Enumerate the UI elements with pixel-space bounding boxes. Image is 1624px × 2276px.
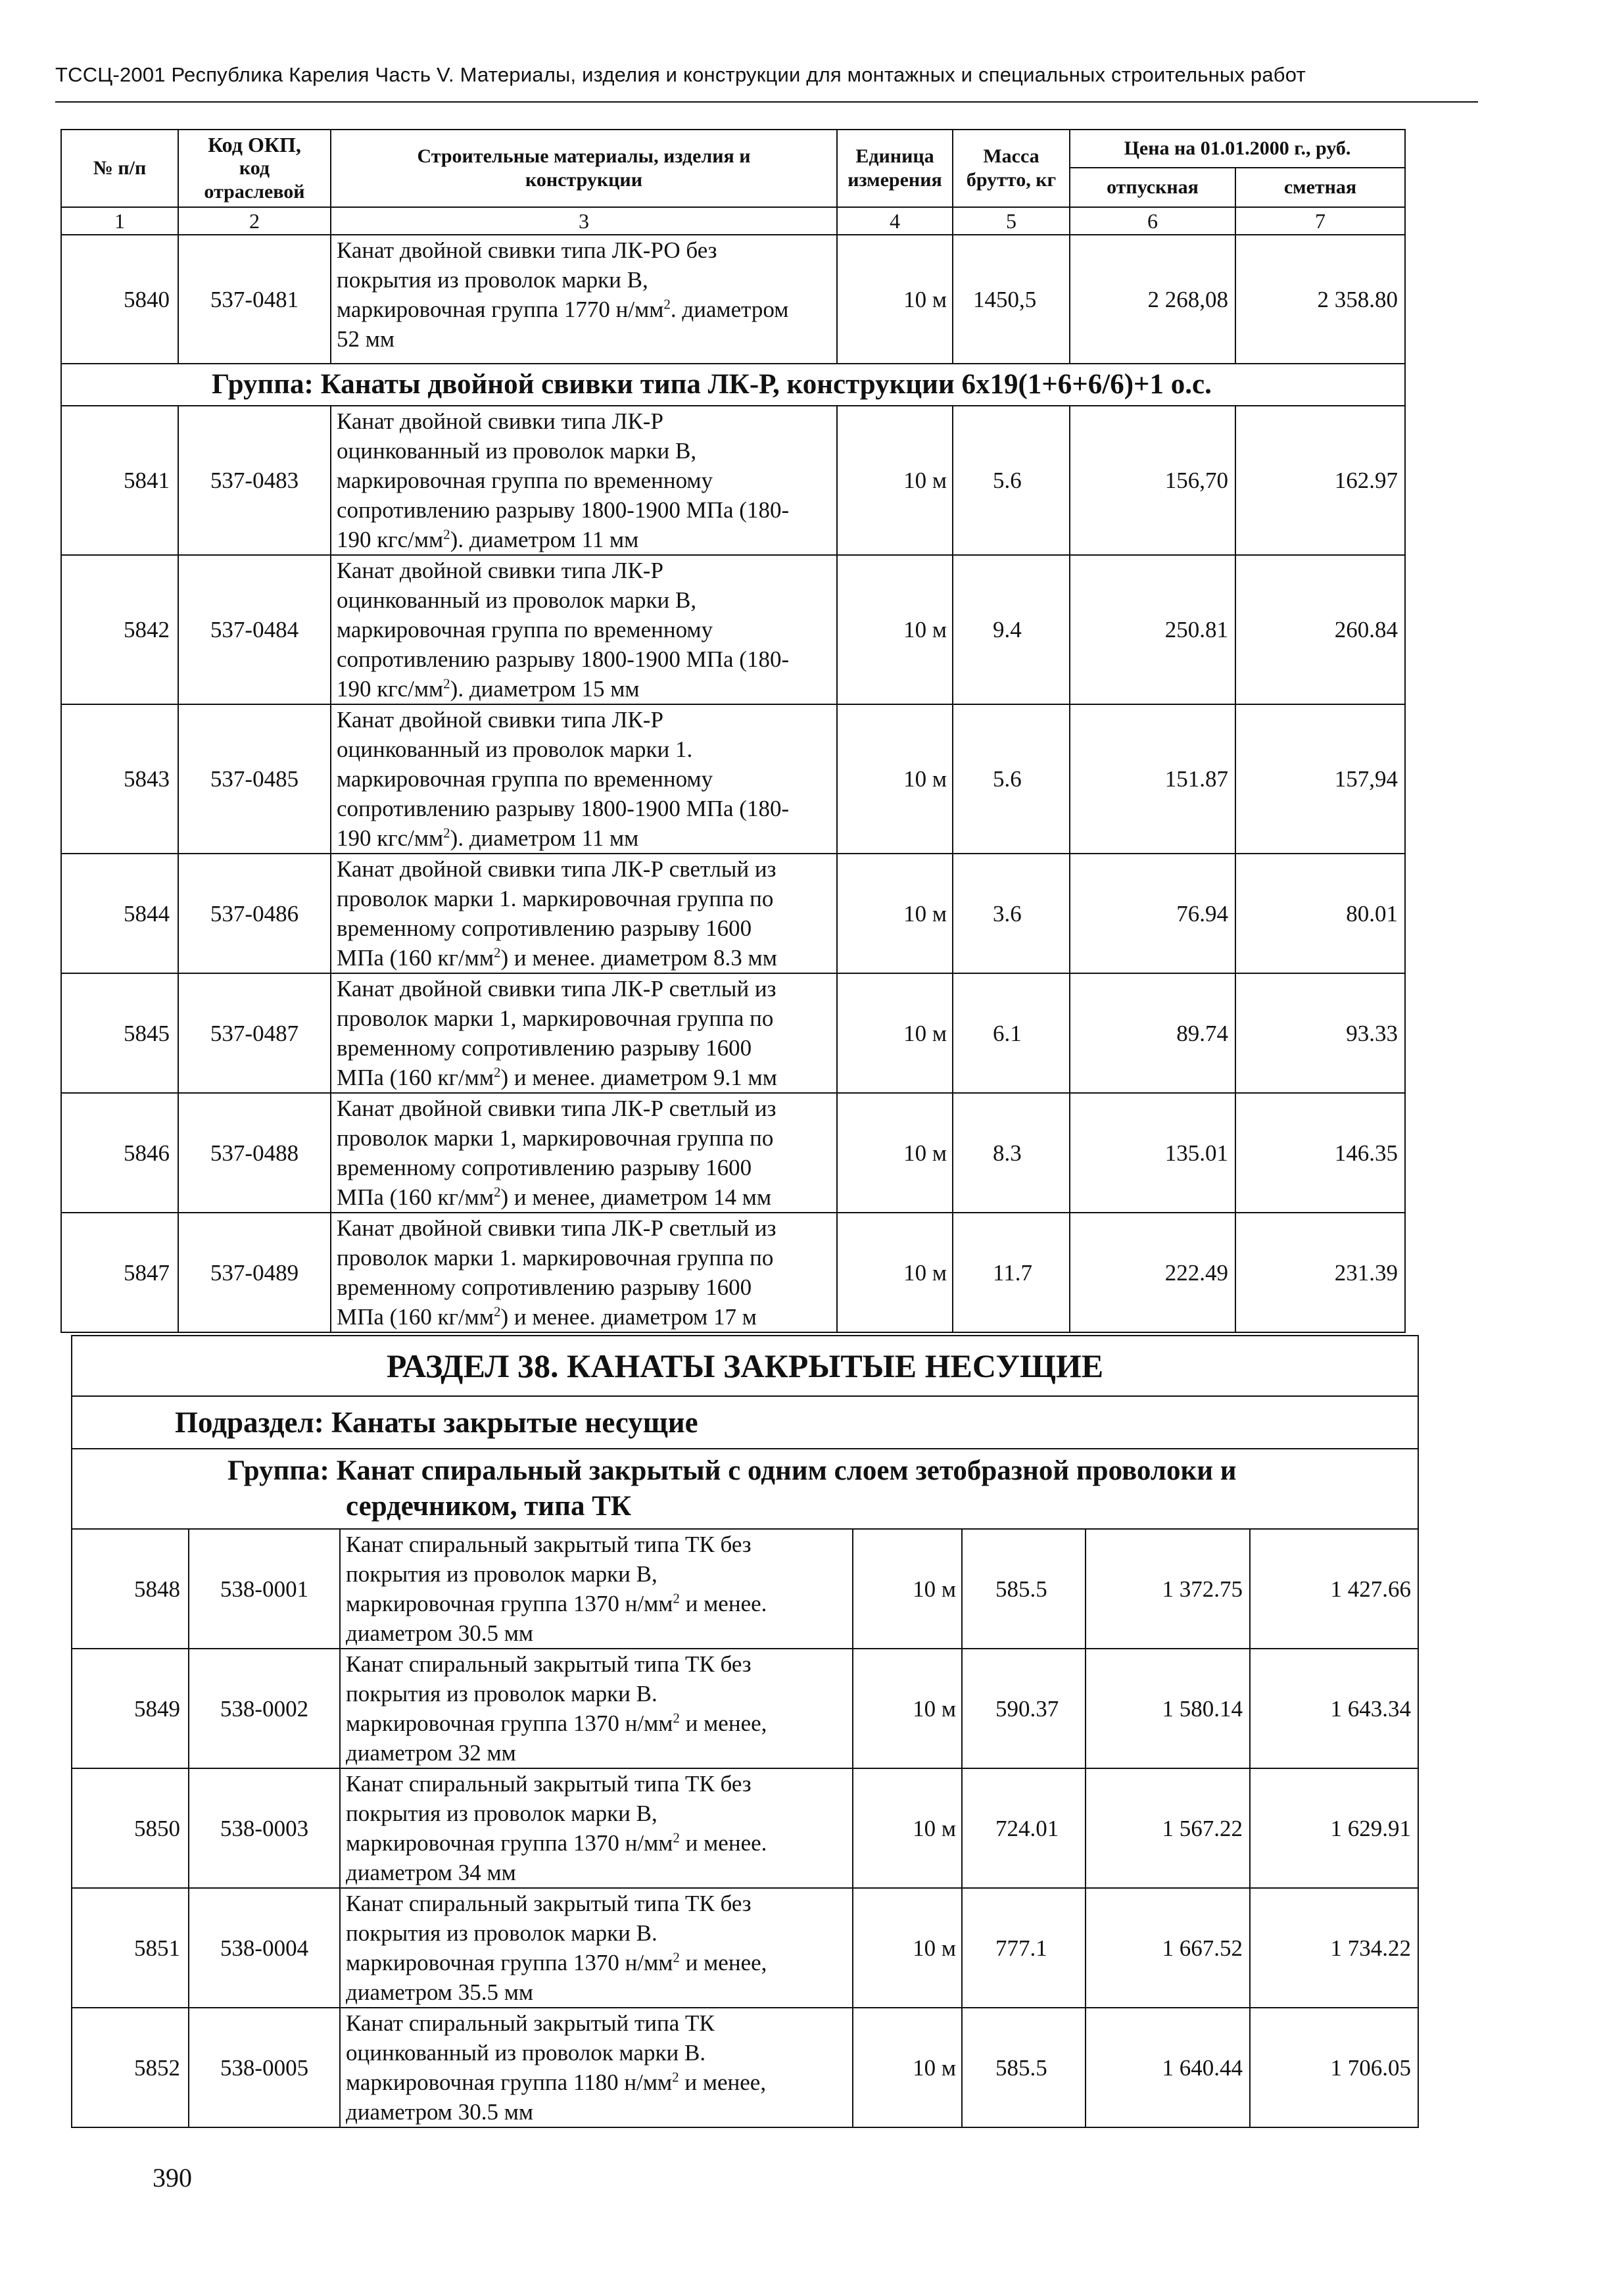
- row-unit: 10 м: [853, 1888, 962, 2008]
- col-header-price-release: отпускная: [1070, 168, 1235, 207]
- row-mass: 9.4: [953, 555, 1070, 704]
- row-description: Канат двойной свивки типа ЛК-Р светлый из проволок марки 1. маркировочная группа по временному сопротивлению разрыву 1600 МПа (160 $кг/мм^2$) и менее. диаметром 17 м: [331, 1213, 837, 1332]
- row-price-estimate: 231.39: [1235, 1213, 1405, 1332]
- row-price-release: 222.49: [1070, 1213, 1235, 1332]
- row-unit: 10 м: [837, 235, 953, 364]
- col-header-code: Код ОКП, код отраслевой: [178, 130, 331, 207]
- row-price-release: 151.87: [1070, 704, 1235, 854]
- col-index-5: 5: [953, 207, 1070, 235]
- row-mass: 3.6: [953, 854, 1070, 973]
- row-unit: 10 м: [837, 1093, 953, 1213]
- row-description: Канат спиральный закрытый типа ТК без покрытия из проволок марки В. маркировочная группа 1370 $н/мм^2$ и менее, диаметром 32 мм: [340, 1649, 853, 1768]
- row-code: 538-0002: [189, 1649, 340, 1768]
- row-price-estimate: 1 427.66: [1250, 1529, 1418, 1649]
- row-price-estimate: 146.35: [1235, 1093, 1405, 1213]
- row-description: Канат двойной свивки типа ЛК-РО без покрытия из проволок марки В, маркировочная группа 1770 $н/мм^2$. диаметром 52 мм: [331, 235, 837, 364]
- col-header-mass: Масса брутто, кг: [953, 130, 1070, 207]
- row-code: 538-0003: [189, 1768, 340, 1888]
- row-price-release: 135.01: [1070, 1093, 1235, 1213]
- group-heading: Группа: Канаты двойной свивки типа ЛК-Р, конструкции 6х19(1+6+6/6)+1 о.с.: [61, 364, 1405, 406]
- section-heading: РАЗДЕЛ 38. КАНАТЫ ЗАКРЫТЫЕ НЕСУЩИЕ: [72, 1336, 1418, 1396]
- row-price-estimate: 1 643.34: [1250, 1649, 1418, 1768]
- row-code: 538-0004: [189, 1888, 340, 2008]
- row-mass: 11.7: [953, 1213, 1070, 1332]
- table-row: [72, 1768, 1418, 1888]
- row-num: 5848: [72, 1529, 189, 1649]
- row-price-release: 1 580.14: [1086, 1649, 1250, 1768]
- page-number: 390: [153, 2163, 192, 2192]
- table-row: [61, 235, 1405, 364]
- row-price-estimate: 80.01: [1235, 854, 1405, 973]
- row-unit: 10 м: [837, 1213, 953, 1332]
- row-price-release: 1 372.75: [1086, 1529, 1250, 1649]
- row-num: 5850: [72, 1768, 189, 1888]
- row-price-release: 1 667.52: [1086, 1888, 1250, 2008]
- table-row: [72, 2008, 1418, 2127]
- row-unit: 10 м: [837, 406, 953, 555]
- row-code: 537-0488: [178, 1093, 331, 1213]
- row-unit: 10 м: [837, 973, 953, 1093]
- table-row: [72, 1649, 1418, 1768]
- row-price-estimate: 1 706.05: [1250, 2008, 1418, 2127]
- row-num: 5852: [72, 2008, 189, 2127]
- row-price-release: 250.81: [1070, 555, 1235, 704]
- row-num: 5843: [61, 704, 178, 854]
- row-mass: 6.1: [953, 973, 1070, 1093]
- col-header-unit: Единица измерения: [837, 130, 953, 207]
- row-num: 5842: [61, 555, 178, 704]
- table-row: [72, 1529, 1418, 1649]
- row-unit: 10 м: [853, 1649, 962, 1768]
- row-code: 537-0487: [178, 973, 331, 1093]
- col-index-2: 2: [178, 207, 331, 235]
- row-code: 537-0481: [178, 235, 331, 364]
- col-index-1: 1: [61, 207, 178, 235]
- row-price-estimate: 162.97: [1235, 406, 1405, 555]
- row-description: Канат двойной свивки типа ЛК-Р светлый из проволок марки 1, маркировочная группа по временному сопротивлению разрыву 1600 МПа (160 $кг/мм^2$) и менее. диаметром 9.1 мм: [331, 973, 837, 1093]
- row-price-release: 1 567.22: [1086, 1768, 1250, 1888]
- page-header-title: ТССЦ-2001 Республика Карелия Часть V. Материалы, изделия и конструкции для монтажных и специальных строительных работ: [55, 63, 1306, 86]
- table-row: [72, 1888, 1418, 2008]
- row-description: Канат спиральный закрытый типа ТК без покрытия из проволок марки В, маркировочная группа 1370 $н/мм^2$ и менее. диаметром 34 мм: [340, 1768, 853, 1888]
- row-unit: 10 м: [853, 1768, 962, 1888]
- row-description: Канат двойной свивки типа ЛК-Р оцинкованный из проволок марки В, маркировочная группа по временному сопротивлению разрыву 1800-1900 МПа (180- 190 кгс/$мм^2$). диаметром 15 мм: [331, 555, 837, 704]
- row-code: 537-0483: [178, 406, 331, 555]
- row-price-release: 89.74: [1070, 973, 1235, 1093]
- row-description: Канат двойной свивки типа ЛК-Р оцинкованный из проволок марки В, маркировочная группа по временному сопротивлению разрыву 1800-1900 МПа (180- 190 кгс/$мм^2$). диаметром 11 мм: [331, 406, 837, 555]
- row-num: 5851: [72, 1888, 189, 2008]
- table-row: [61, 854, 1405, 973]
- row-num: 5845: [61, 973, 178, 1093]
- header-rule: [55, 101, 1478, 103]
- row-code: 538-0005: [189, 2008, 340, 2127]
- row-price-estimate: 157,94: [1235, 704, 1405, 854]
- row-price-release: 1 640.44: [1086, 2008, 1250, 2127]
- row-description: Канат спиральный закрытый типа ТК оцинкованный из проволок марки В. маркировочная группа 1180 $н/мм^2$ и менее, диаметром 30.5 мм: [340, 2008, 853, 2127]
- row-price-release: 76.94: [1070, 854, 1235, 973]
- row-description: Канат спиральный закрытый типа ТК без покрытия из проволок марки В, маркировочная группа 1370 $н/мм^2$ и менее. диаметром 30.5 мм: [340, 1529, 853, 1649]
- row-num: 5849: [72, 1649, 189, 1768]
- subsection-heading: Подраздел: Канаты закрытые несущие: [72, 1396, 1418, 1449]
- row-price-release: 156,70: [1070, 406, 1235, 555]
- col-index-7: 7: [1235, 207, 1405, 235]
- row-code: 537-0484: [178, 555, 331, 704]
- row-description: Канат двойной свивки типа ЛК-Р светлый из проволок марки 1. маркировочная группа по временному сопротивлению разрыву 1600 МПа (160 $кг/мм^2$) и менее. диаметром 8.3 мм: [331, 854, 837, 973]
- row-description: Канат двойной свивки типа ЛК-Р оцинкованный из проволок марки 1. маркировочная группа по временному сопротивлению разрыву 1800-1900 МПа (180- 190 кгс/$мм^2$). диаметром 11 мм: [331, 704, 837, 854]
- row-code: 537-0489: [178, 1213, 331, 1332]
- row-num: 5846: [61, 1093, 178, 1213]
- col-header-num: № п/п: [61, 130, 178, 207]
- row-mass: 5.6: [953, 406, 1070, 555]
- row-mass: 590.37: [962, 1649, 1086, 1768]
- table-row: [61, 973, 1405, 1093]
- row-mass: 724.01: [962, 1768, 1086, 1888]
- table-row: [61, 1093, 1405, 1213]
- col-index-6: 6: [1070, 207, 1235, 235]
- row-num: 5847: [61, 1213, 178, 1332]
- col-header-price-group: Цена на 01.01.2000 г., руб.: [1070, 130, 1405, 168]
- row-unit: 10 м: [853, 1529, 962, 1649]
- row-unit: 10 м: [837, 854, 953, 973]
- col-index-4: 4: [837, 207, 953, 235]
- row-code: 537-0486: [178, 854, 331, 973]
- row-price-estimate: 260.84: [1235, 555, 1405, 704]
- col-index-3: 3: [331, 207, 837, 235]
- row-price-estimate: 2 358.80: [1235, 235, 1405, 364]
- row-mass: 5.6: [953, 704, 1070, 854]
- row-num: 5844: [61, 854, 178, 973]
- price-table-1: [60, 129, 1406, 1333]
- price-table-2: [71, 1335, 1419, 2128]
- row-price-release: 2 268,08: [1070, 235, 1235, 364]
- row-code: 538-0001: [189, 1529, 340, 1649]
- row-description: Канат спиральный закрытый типа ТК без покрытия из проволок марки В. маркировочная группа 1370 $н/мм^2$ и менее, диаметром 35.5 мм: [340, 1888, 853, 2008]
- row-price-estimate: 93.33: [1235, 973, 1405, 1093]
- row-unit: 10 м: [837, 555, 953, 704]
- group-heading: Группа: Канат спиральный закрытый с одним слоем зетобразной проволоки и сердечником, типа ТК: [72, 1449, 1418, 1529]
- row-unit: 10 м: [837, 704, 953, 854]
- row-mass: 777.1: [962, 1888, 1086, 2008]
- row-unit: 10 м: [853, 2008, 962, 2127]
- row-description: Канат двойной свивки типа ЛК-Р светлый из проволок марки 1, маркировочная группа по временному сопротивлению разрыву 1600 МПа (160 $кг/мм^2$) и менее, диаметром 14 мм: [331, 1093, 837, 1213]
- col-header-price-estimate: сметная: [1235, 168, 1405, 207]
- row-price-estimate: 1 734.22: [1250, 1888, 1418, 2008]
- row-mass: 585.5: [962, 1529, 1086, 1649]
- col-header-name: Строительные материалы, изделия и конструкции: [331, 130, 837, 207]
- table-row: [61, 704, 1405, 854]
- row-code: 537-0485: [178, 704, 331, 854]
- row-num: 5840: [61, 235, 178, 364]
- table-row: [61, 1213, 1405, 1332]
- row-price-estimate: 1 629.91: [1250, 1768, 1418, 1888]
- row-mass: 1450,5: [953, 235, 1070, 364]
- row-mass: 8.3: [953, 1093, 1070, 1213]
- table-row: [61, 406, 1405, 555]
- row-mass: 585.5: [962, 2008, 1086, 2127]
- row-num: 5841: [61, 406, 178, 555]
- table-row: [61, 555, 1405, 704]
